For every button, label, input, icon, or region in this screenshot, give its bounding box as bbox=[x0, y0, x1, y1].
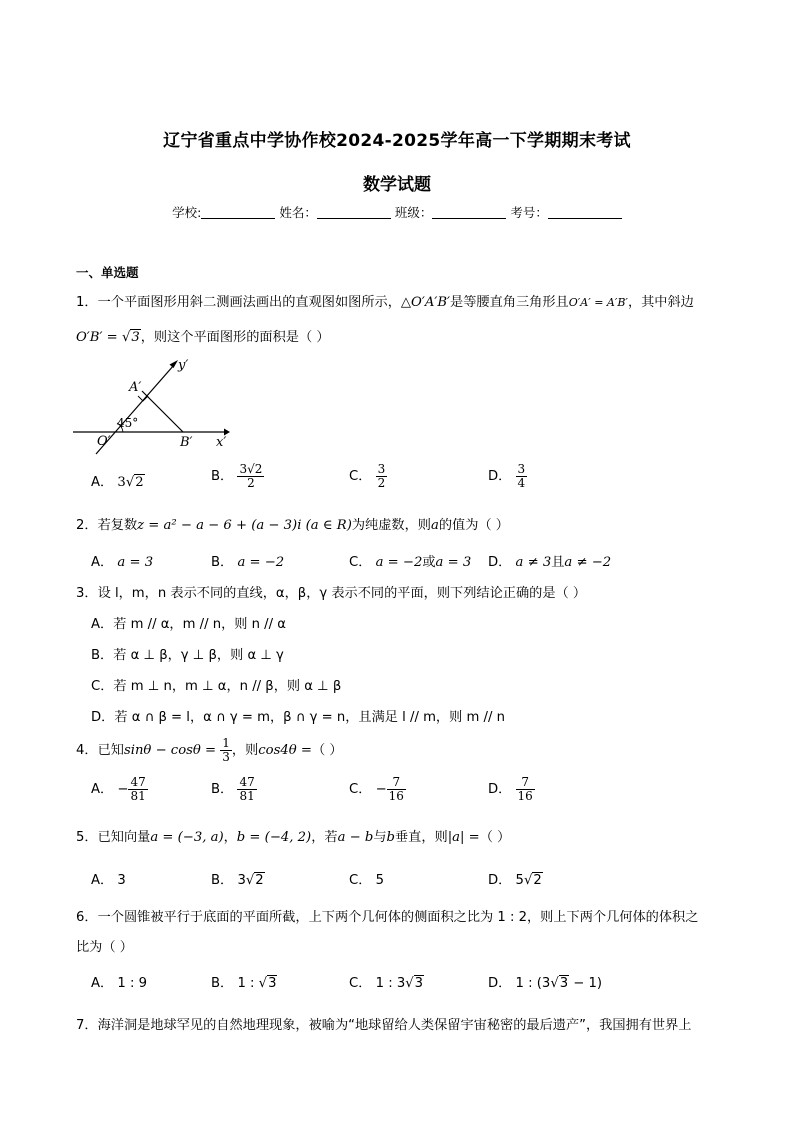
q5-option-d[interactable]: D． 5√2 bbox=[488, 873, 542, 888]
y-axis-arrow bbox=[170, 360, 179, 368]
question-number: 4． bbox=[76, 743, 98, 759]
o-label: O′ bbox=[97, 434, 111, 449]
question-text: 若复数 bbox=[97, 518, 138, 533]
q4-option-d[interactable] bbox=[488, 776, 535, 802]
question-number: 5． bbox=[76, 830, 98, 845]
option-label: B． bbox=[211, 782, 234, 798]
option-value: − 1) bbox=[569, 976, 603, 991]
frac-denominator: 81 bbox=[130, 788, 146, 803]
option-sign: − bbox=[117, 782, 129, 798]
frac-numerator: 7 bbox=[387, 776, 406, 790]
option-value: a ≠ −2 bbox=[564, 555, 612, 570]
option-connector: 或 bbox=[422, 555, 436, 570]
option-value: 5 bbox=[515, 873, 524, 888]
math-expr: a = (−3, a) bbox=[150, 830, 224, 845]
option-label: C． bbox=[349, 782, 372, 798]
q2-option-c[interactable] bbox=[349, 551, 471, 570]
student-info-line bbox=[0, 203, 794, 221]
question-5 bbox=[76, 826, 510, 845]
class-blank[interactable] bbox=[432, 206, 506, 219]
option-label: C． bbox=[349, 976, 372, 991]
option-label: A． bbox=[91, 873, 114, 888]
math-expr: O′B′ = bbox=[76, 330, 122, 345]
option-value: a ≠ 3 bbox=[515, 555, 552, 570]
question-text: 是等腰直角三角形且 bbox=[450, 295, 569, 310]
question-text: 海洋洞是地球罕见的自然地理现象，被喻为“地球留给人类保留宇宙秘密的最后遗产”，我国拥有世界上 bbox=[97, 1018, 692, 1033]
a-label: A′ bbox=[129, 380, 142, 395]
frac-denominator: 2 bbox=[247, 475, 255, 490]
option-radicand: 2 bbox=[255, 873, 264, 888]
name-blank[interactable] bbox=[317, 206, 391, 219]
q5-option-b[interactable]: B． 3√2 bbox=[211, 873, 264, 888]
q1-option-c[interactable] bbox=[349, 463, 387, 489]
option-label: B． bbox=[91, 648, 114, 663]
option-label: A． bbox=[91, 782, 114, 798]
option-value: 1 : bbox=[237, 976, 259, 991]
frac-numerator: 47 bbox=[130, 775, 146, 789]
question-text: 垂直，则 bbox=[394, 830, 448, 845]
q1-option-d[interactable] bbox=[488, 463, 527, 489]
q3-option-d[interactable] bbox=[91, 706, 505, 725]
option-label: D． bbox=[488, 555, 512, 570]
question-text: 与 bbox=[373, 830, 387, 845]
sqrt-expr: √3 bbox=[121, 330, 140, 345]
option-value: 3 bbox=[117, 475, 126, 490]
option-label: D． bbox=[488, 782, 512, 798]
question-text: ，其中斜边 bbox=[627, 295, 694, 310]
option-value: 3 bbox=[117, 873, 126, 888]
y-label: y′ bbox=[178, 358, 189, 373]
q5-option-a[interactable] bbox=[91, 869, 126, 888]
option-label: B． bbox=[211, 976, 234, 991]
question-2 bbox=[76, 514, 509, 533]
question-number: 7． bbox=[76, 1018, 98, 1033]
option-label: B． bbox=[211, 469, 234, 485]
q6-option-d[interactable]: D． 1 : (3√3 − 1) bbox=[488, 976, 603, 991]
q3-option-c[interactable] bbox=[91, 675, 341, 694]
frac-numerator: 3√2 bbox=[239, 462, 263, 476]
b-label: B′ bbox=[180, 435, 193, 450]
frac-numerator: 47 bbox=[239, 775, 255, 789]
option-radicand: 3 bbox=[268, 976, 277, 991]
option-label: D． bbox=[488, 976, 512, 991]
question-number: 3． bbox=[76, 586, 98, 601]
option-value: 1 : 3 bbox=[375, 976, 406, 991]
question-1-line-2 bbox=[76, 326, 330, 345]
frac-denominator: 81 bbox=[239, 788, 255, 803]
option-value: a = −2 bbox=[237, 555, 285, 570]
math-expr: sinθ − cosθ = bbox=[123, 743, 221, 759]
question-text: ，则 bbox=[231, 743, 259, 759]
frac-denominator: 2 bbox=[377, 475, 386, 490]
option-value: 1 : (3 bbox=[515, 976, 551, 991]
math-expr: b bbox=[386, 830, 395, 845]
question-4 bbox=[76, 737, 343, 763]
segment-ab bbox=[142, 391, 183, 432]
q4-option-b[interactable] bbox=[211, 776, 257, 802]
question-6-line-2 bbox=[76, 936, 133, 955]
math-expr: a bbox=[430, 518, 439, 533]
frac-denominator: 16 bbox=[388, 788, 404, 803]
q6-option-a[interactable] bbox=[91, 972, 147, 991]
number-label: 考号： bbox=[510, 205, 548, 220]
q1-option-b[interactable] bbox=[211, 463, 264, 489]
option-label: A． bbox=[91, 475, 114, 490]
frac-denominator: 4 bbox=[517, 475, 526, 490]
frac-numerator: 7 bbox=[516, 776, 535, 790]
q5-option-c[interactable] bbox=[349, 869, 384, 888]
q6-option-b[interactable]: B． 1 : √3 bbox=[211, 976, 277, 991]
class-label: 班级： bbox=[394, 205, 433, 220]
option-sign: − bbox=[375, 782, 387, 798]
question-1-line-1 bbox=[76, 291, 694, 310]
question-text: 比为（ ） bbox=[76, 940, 133, 955]
math-expr: z = a² − a − 6 + (a − 3)i (a ∈ R) bbox=[137, 518, 352, 533]
option-label: B． bbox=[211, 555, 234, 570]
option-connector: 且 bbox=[551, 555, 565, 570]
option-value: 1 : 9 bbox=[117, 976, 148, 991]
question-text: 一个平面图形用斜二测画法画出的直观图如图所示， bbox=[97, 295, 401, 310]
question-text: （ ） bbox=[311, 743, 343, 759]
number-blank[interactable] bbox=[548, 206, 622, 219]
exam-title: 辽宁省重点中学协作校2024-2025学年高一下学期期末考试 bbox=[163, 131, 631, 151]
question-number: 1． bbox=[76, 295, 98, 310]
question-text: 设 l，m，n 表示不同的直线，α，β，γ 表示不同的平面，则下列结论正确的是（ ） bbox=[97, 586, 587, 601]
exam-subtitle: 数学试题 bbox=[363, 175, 431, 195]
q2-option-d[interactable] bbox=[488, 551, 611, 570]
q3-option-b[interactable] bbox=[91, 644, 284, 663]
question-number: 2． bbox=[76, 518, 98, 533]
question-text: 已知 bbox=[97, 743, 124, 759]
question-text: 为纯虚数，则 bbox=[351, 518, 431, 533]
option-label: D． bbox=[488, 873, 512, 888]
option-label: C． bbox=[349, 555, 372, 570]
option-value: 3 bbox=[237, 873, 246, 888]
section-heading: 一、单选题 bbox=[76, 265, 139, 280]
question-6-line-1 bbox=[76, 906, 698, 925]
option-text: 若 α ⊥ β，γ ⊥ β，则 α ⊥ γ bbox=[113, 648, 284, 663]
option-label: C． bbox=[91, 679, 114, 694]
option-label: B． bbox=[211, 873, 234, 888]
question-text: 已知向量 bbox=[97, 830, 151, 845]
q4-option-a[interactable] bbox=[91, 776, 148, 802]
option-value: a = 3 bbox=[117, 555, 154, 570]
frac-denominator: 3 bbox=[222, 749, 230, 764]
math-expr: O′A′ = A′B′ bbox=[568, 296, 628, 309]
math-expr: |a| = bbox=[447, 830, 480, 845]
option-label: D． bbox=[488, 469, 512, 485]
frac-denominator: 16 bbox=[517, 788, 533, 803]
math-expr: a − b bbox=[337, 830, 374, 845]
frac-numerator: 3 bbox=[517, 462, 526, 476]
option-radicand: 2 bbox=[533, 873, 542, 888]
option-text: 若 m ⊥ n，m ⊥ α，n // β，则 α ⊥ β bbox=[113, 679, 342, 694]
name-label: 姓名： bbox=[279, 205, 317, 220]
option-radicand: 3 bbox=[414, 976, 424, 991]
math-expr: △O′A′B′ bbox=[400, 295, 451, 310]
q2-option-b[interactable] bbox=[211, 551, 284, 570]
q2-option-a[interactable] bbox=[91, 551, 153, 570]
question-text: （ ） bbox=[479, 830, 511, 845]
option-text: 若 α ∩ β = l，α ∩ γ = m，β ∩ γ = n，且满足 l // m，则 m // n bbox=[114, 710, 505, 725]
option-label: A． bbox=[91, 555, 114, 570]
frac-numerator: 1 bbox=[222, 736, 230, 750]
option-label: A． bbox=[91, 976, 114, 991]
math-expr: b = (−4, 2) bbox=[236, 830, 312, 845]
question-text: ， bbox=[223, 830, 237, 845]
option-label: C． bbox=[349, 873, 372, 888]
question-number: 6． bbox=[76, 910, 98, 925]
option-label: A． bbox=[91, 617, 114, 632]
option-value: 5 bbox=[375, 873, 384, 888]
question-text: 一个圆锥被平行于底面的平面所截，上下两个几何体的侧面积之比为 1 : 2，则上下两个几何体的体积之 bbox=[97, 910, 699, 925]
option-value: a = −2 bbox=[375, 555, 423, 570]
option-radicand: 2 bbox=[135, 475, 144, 490]
school-blank[interactable] bbox=[201, 206, 275, 219]
question-3 bbox=[76, 582, 586, 601]
option-text: 若 m // α，m // n，则 n // α bbox=[113, 617, 286, 632]
math-expr: cos4θ = bbox=[258, 743, 312, 759]
question-text: ，若 bbox=[311, 830, 338, 845]
question-text: 的值为（ ） bbox=[438, 518, 509, 533]
q3-option-a[interactable] bbox=[91, 613, 286, 632]
option-label: C． bbox=[349, 469, 372, 485]
question-7 bbox=[76, 1014, 692, 1033]
q4-option-c[interactable] bbox=[349, 776, 406, 802]
school-label: 学校: bbox=[172, 205, 202, 220]
q1-option-a[interactable]: A． 3√2 bbox=[91, 475, 144, 490]
q6-option-c[interactable]: C． 1 : 3√3 bbox=[349, 976, 424, 991]
question-text: ，则这个平面图形的面积是（ ） bbox=[140, 330, 330, 345]
option-value: a = 3 bbox=[435, 555, 472, 570]
option-radicand: 3 bbox=[559, 976, 569, 991]
x-label: x′ bbox=[216, 435, 227, 450]
angle-label: 45° bbox=[117, 416, 139, 430]
frac-numerator: 3 bbox=[377, 462, 386, 476]
option-label: D． bbox=[91, 710, 115, 725]
oblique-figure bbox=[70, 354, 240, 460]
